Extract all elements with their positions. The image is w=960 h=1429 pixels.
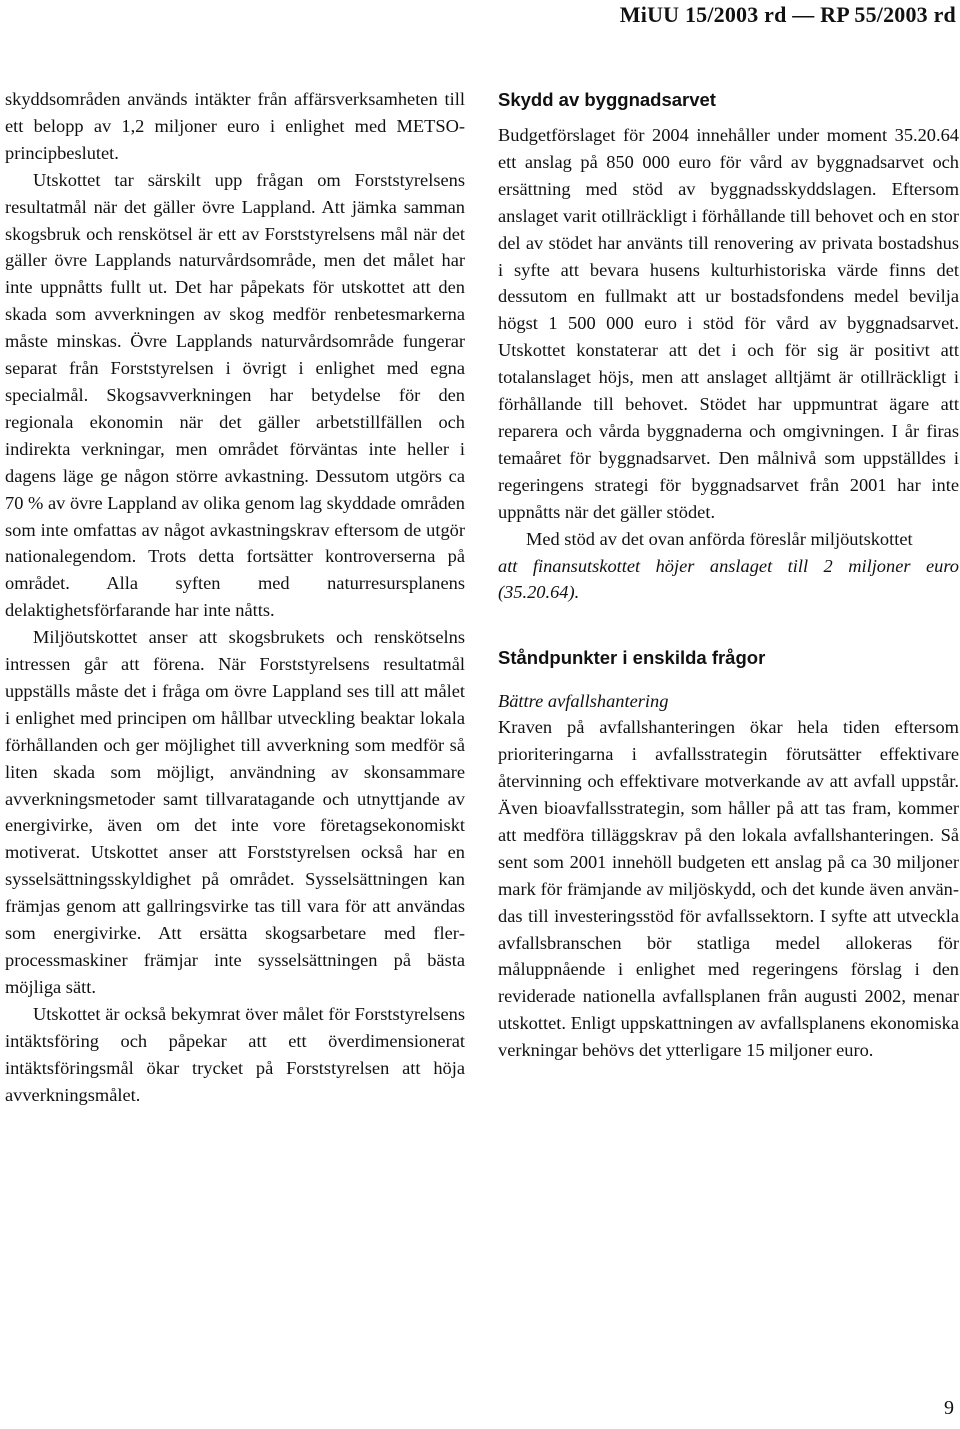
page-number: 9 <box>944 1397 954 1419</box>
paragraph: Miljöutskottet anser att skogsbrukets och renskötselns intressen går att förena. När Forststyrelsens resultatmål uppställs måste det i fråga om övre Lappland ses till att målet i enlighet med principen om hållbar utveckling beaktar lokala förhållanden och ger möjlighet till avverkning som medför så liten skada som möjligt, användning av skonsammare avverkningsmetoder samt tillvaratagande och utnyttjande av energivirke, även om det inte vore företagsekonomiskt motiverat. Utskottet anser att Forststyrelsen också har en sysselsättningsskyldighet på området. Sysselsättningen kan främjas genom att gallringsvirke tas till vara för att användas som energivirke. Att ersätta skogsarbetare med flerprocessmaskiner främjar inte sysselsättningen på bästa möjliga sätt. <box>5 627 465 997</box>
paragraph: Budgetförslaget för 2004 innehåller under moment 35.20.64 ett anslag på 850 000 euro för vård av byggnadsarvet och ersättning med stöd av byggnadsskyddslagen. Eftersom anslaget varit otillräckligt i förhållande till behovet och en stor del av stödet har använts till renovering av privata bostadshus i syfte att bevara husens kulturhistoriska värde finns det dessutom en fullmakt att ur bostadsfondens medel bevilja högst 1 500 000 euro i stöd för vård av byggnadsarvet. Utskottet konstaterar att det i och för sig är positivt att totalanslaget höjs, men att anslaget alltjämt är otillräckligt i förhållande till behovet. Stödet har uppmuntrat ägare att reparera och vårda byggnaderna och omgivningen. I år firas temaåret för byggnadsarvet. Den målnivå som uppställdes i regeringens strategi för byggnadsarvet från 2001 har inte uppnåtts när det gäller stödet. <box>498 125 959 522</box>
paragraph: skyddsområden används intäkter från affärsverksamheten till ett belopp av 1,2 miljoner euro i enlighet med METSO-principbeslutet. <box>5 89 465 163</box>
paragraph: Med stöd av det ovan anförda föreslår miljöutskottet <box>526 528 913 549</box>
paragraph: Utskottet tar särskilt upp frågan om Forststyrelsens resultatmål när det gäller övre Lappland. Att jämka samman skogsbruk och renskötsel är ett av Forststyrelsens mål när det gäller övre Lapplands naturvårdsområde, men det målet har inte uppnåtts fullt ut. Det har påpekats för utskottet att den skada som avverkningen av skog medför renbetesmarkerna måste minskas. Övre Lapplands naturvårdsområde fungerar separat från Forststyrelsen i övrigt i enlighet med egna specialmål. Skogsavverkningen har betydelse för den regionala ekonomin när det gäller arbetstillfällen och indirekta verkningar, men området förväntas inte heller i dagens läge ge någon större avkastning. Dessutom utgörs ca 70 % av övre Lappland av olika genom lag skyddade områden som inte omfattas av något avkastningskrav eftersom de utgör nationalegendom. Trots detta fortsätter kontroverserna på området. Alla syften med naturresursplanens delaktighetsförfarande har inte nåtts. <box>5 169 465 621</box>
running-header: MiUU 15/2003 rd — RP 55/2003 rd <box>619 2 956 27</box>
right-column <box>498 88 959 1064</box>
paragraph: Utskottet är också bekymrat över målet för Forststyrelsens intäktsföring och påpekar att ett överdimensionerat intäktsföringsmål ökar trycket på Forststyrelsen att höja avverkningsmålet. <box>5 1003 465 1105</box>
subsubsection-heading: Bättre avfallshantering <box>498 691 669 712</box>
left-column <box>5 86 465 1108</box>
section-heading: Skydd av byggnadsarvet <box>498 89 716 110</box>
paragraph: Kraven på avfallshanteringen ökar hela tiden eftersom prioriteringarna i avfallsstrategin förutsätter effektivare återvinning och effektivare motverkande av att avfall uppstår. Även bioavfallsstrategin, som håller på att tas fram, kommer att medföra tilläggskrav på den lokala avfallshanteringen. Så sent som 2001 innehöll budgeten ett anslag på ca 30 miljoner mark för främjande av miljöskydd, och det kunde även användas till investeringsstöd för avfallssektorn. I syfte att utveckla avfallsbranschen bör statliga medel allokeras för måluppnående i enlighet med regeringens förslag i den reviderade nationella avfallsplanen från augusti 2002, menar utskottet. Enligt uppskattningen av avfallsplanens ekonomiska verkningar behövs det ytterligare 15 miljoner euro. <box>498 717 959 1061</box>
proposal-statement: att finansutskottet höjer anslaget till 2 miljoner euro (35.20.64). <box>498 555 959 603</box>
subsection-heading: Ståndpunkter i enskilda frågor <box>498 647 766 669</box>
